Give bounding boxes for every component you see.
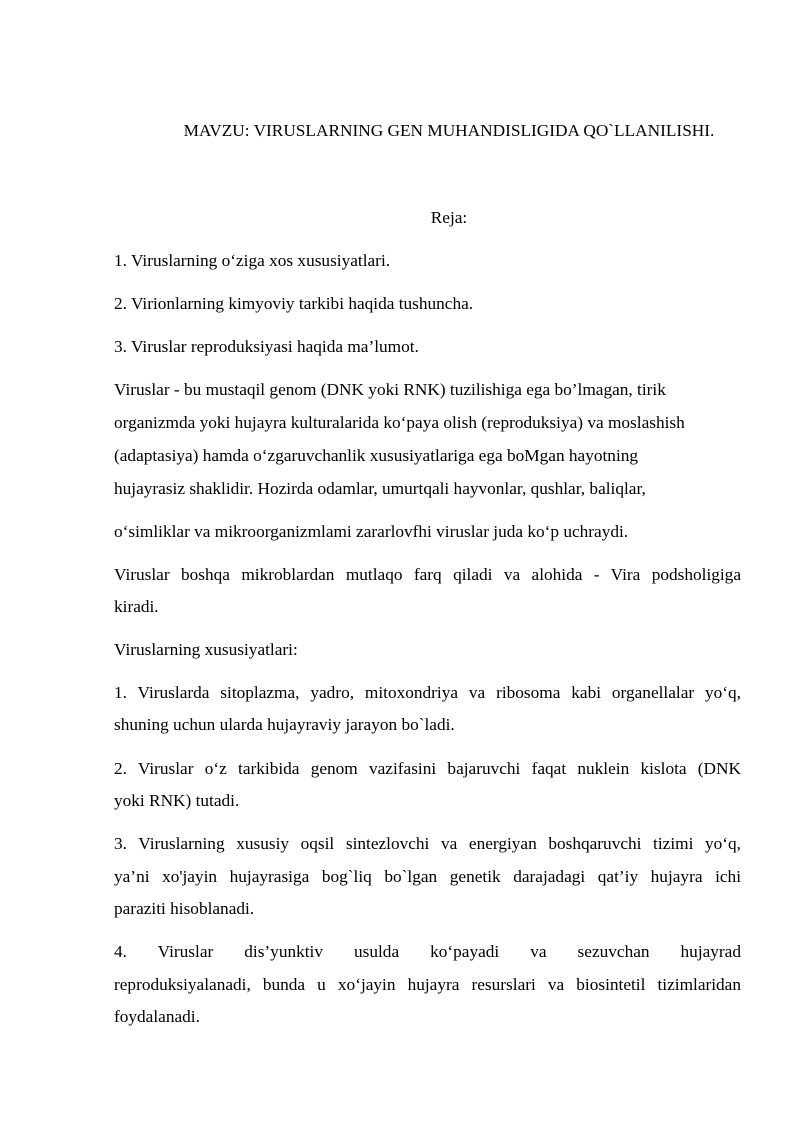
property-4-line-3: foydalanadi.: [114, 1007, 200, 1026]
plan-heading: Reja:: [430, 208, 468, 227]
document-title: MAVZU: VIRUSLARNING GEN MUHANDISLIGIDA QO`LLANILISHI.: [183, 121, 715, 140]
property-1-line-2: shuning uchun ularda hujayraviy jarayon bo`ladi.: [114, 715, 455, 734]
property-3-line-3: paraziti hisoblanadi.: [114, 899, 255, 918]
intro-line-1: Viruslar - bu mustaqil genom (DNK yoki RNK) tuzilishiga ega bo’lmagan, tirik: [114, 380, 666, 399]
property-2-line-1: 2. Viruslar o‘z tarkibida genom vazifasini bajaruvchi faqat nuklein kislota (DNK: [114, 759, 741, 778]
intro-line-2: organizmda yoki hujayra kulturalarida ko‘paya olish (reproduksiya) va moslashish: [114, 413, 685, 432]
property-4-line-1: 4. Viruslar dis’yunktiv usulda ko‘payadi va sezuvchan hujayrad: [114, 942, 741, 961]
intro-line-3: (adaptasiya) hamda o‘zgaruvchanlik xususiyatlariga ega boMgan hayotning: [114, 446, 639, 465]
kingdom-line-2: kiradi.: [114, 597, 159, 616]
property-4-line-2: reproduksiyalanadi, bunda u xo‘jayin hujayra resurslari va biosintetil tizimlaridan: [114, 975, 741, 994]
property-2-line-2: yoki RNK) tutadi.: [114, 791, 240, 810]
plan-item-2: 2. Virionlarning kimyoviy tarkibi haqida tushuncha.: [114, 294, 474, 313]
plan-item-3: 3. Viruslar reproduksiyasi haqida ma’lumot.: [114, 337, 419, 356]
property-3-line-1: 3. Viruslarning xususiy oqsil sintezlovchi va energiyan boshqaruvchi tizimi yo‘q,: [114, 834, 741, 853]
intro-line-4: hujayrasiz shaklidir. Hozirda odamlar, umurtqali hayvonlar, qushlar, baliqlar,: [114, 479, 646, 498]
intro-last-line: o‘simliklar va mikroorganizmlami zararlovfhi viruslar juda ko‘p uchraydi.: [114, 522, 629, 541]
kingdom-line-1: Viruslar boshqa mikroblardan mutlaqo farq qiladi va alohida - Vira podsholigiga: [114, 565, 741, 584]
plan-item-1: 1. Viruslarning o‘ziga xos xususiyatlari.: [114, 251, 391, 270]
property-3-line-2: ya’ni xo'jayin hujayrasiga bog`liq bo`lgan genetik darajadagi qat’iy hujayra ichi: [114, 867, 741, 886]
property-1-line-1: 1. Viruslarda sitoplazma, yadro, mitoxondriya va ribosoma kabi organellalar yo‘q,: [114, 683, 741, 702]
properties-heading: Viruslarning xususiyatlari:: [114, 640, 298, 659]
